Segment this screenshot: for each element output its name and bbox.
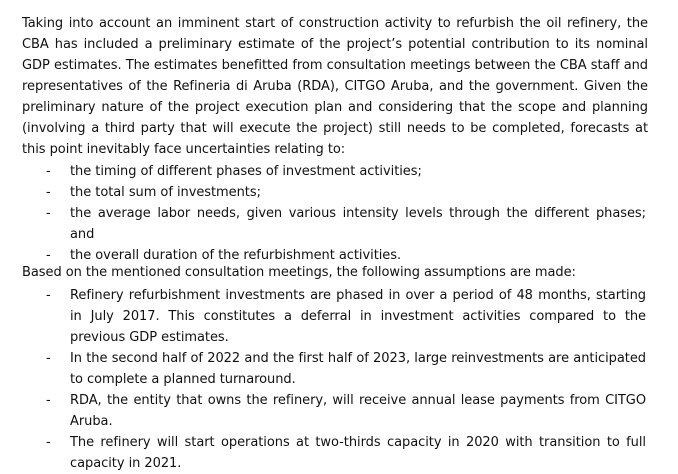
dash-bullet: - — [46, 288, 51, 303]
dash-bullet: - — [46, 435, 51, 450]
list-item-text: the timing of different phases of investment activities; — [70, 164, 422, 179]
list-item — [0, 390, 646, 432]
list-item-text: the total sum of investments; — [70, 185, 261, 200]
dash-bullet: - — [46, 393, 51, 408]
uncertainties-list — [0, 161, 678, 266]
list-item — [0, 203, 646, 245]
list-item-text: Refinery refurbishment investments are phased in over a period of 48 months, starting in July 2017. This constitutes a deferral in investment activities compared to the previous GDP estimates. — [70, 288, 646, 345]
list-item — [0, 285, 646, 348]
list-item-text: the overall duration of the refurbishment activities. — [70, 248, 402, 263]
dash-bullet: - — [46, 206, 51, 221]
assumptions-intro-paragraph: Based on the mentioned consultation meetings, the following assumptions are made: — [22, 265, 576, 280]
list-item-text: The refinery will start operations at two-thirds capacity in 2020 with transition to full capacity in 2021. — [70, 435, 646, 471]
list-item-text: RDA, the entity that owns the refinery, will receive annual lease payments from CITGO Aruba. — [70, 393, 646, 429]
assumptions-list — [0, 285, 678, 474]
dash-bullet: - — [46, 351, 51, 366]
list-item — [0, 161, 646, 182]
list-item — [0, 182, 646, 203]
dash-bullet: - — [46, 248, 51, 263]
list-item — [0, 348, 646, 390]
list-item-text: the average labor needs, given various intensity levels through the different phases; and — [70, 206, 646, 242]
dash-bullet: - — [46, 185, 51, 200]
intro-paragraph: Taking into account an imminent start of construction activity to refurbish the oil refinery, the CBA has included a preliminary estimate of the project’s potential contribution to its nominal GDP estimates. The estimates benefitted from consultation meetings between the CBA staff and representatives of the Refineria di Aruba (RDA), CITGO Aruba, and the government. Given the preliminary nature of the project execution plan and considering that the scope and planning (involving a third party that will execute the project) still needs to be completed, forecasts at this point inevitably face uncertainties relating to: — [22, 16, 648, 157]
dash-bullet: - — [46, 164, 51, 179]
list-item-text: In the second half of 2022 and the first half of 2023, large reinvestments are anticipated to complete a planned turnaround. — [70, 351, 646, 387]
list-item — [0, 432, 646, 474]
